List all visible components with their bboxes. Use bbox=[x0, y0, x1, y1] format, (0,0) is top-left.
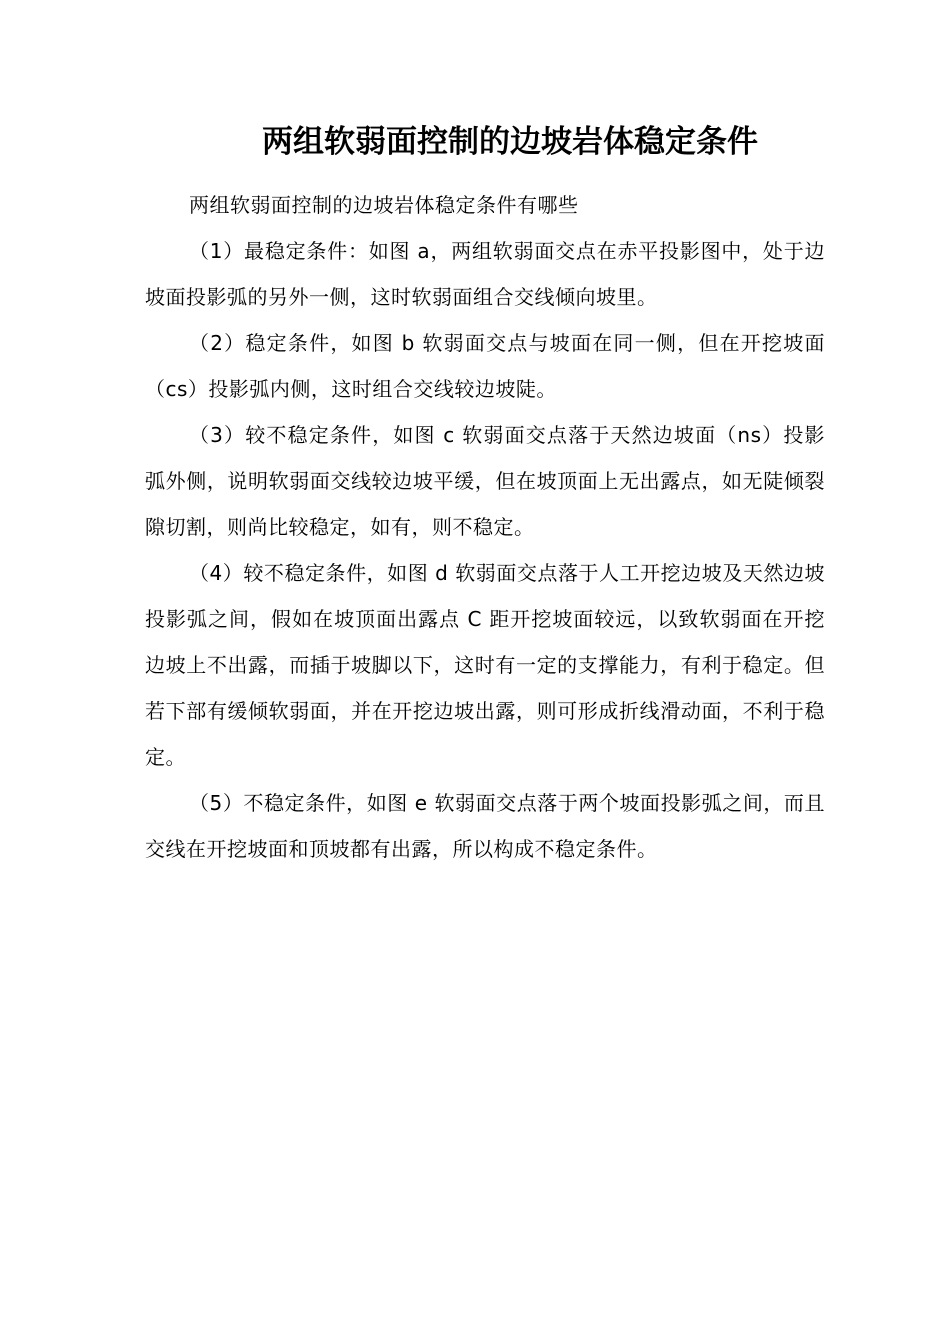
condition-paragraph-1: （1）最稳定条件：如图 a，两组软弱面交点在赤平投影图中，处于边坡面投影弧的另外一侧，这时软弱面组合交线倾向坡里。 bbox=[145, 239, 825, 309]
document-title: 两组软弱面控制的边坡岩体稳定条件 bbox=[262, 124, 758, 160]
document-body bbox=[145, 182, 825, 872]
condition-paragraph-2: （2）稳定条件，如图 b 软弱面交点与坡面在同一侧，但在开挖坡面（cs）投影弧内侧，这时组合交线较边坡陡。 bbox=[145, 331, 825, 401]
condition-paragraph-3: （3）较不稳定条件，如图 c 软弱面交点落于天然边坡面（ns）投影弧外侧，说明软弱面交线较边坡平缓，但在坡顶面上无出露点，如无陡倾裂隙切割，则尚比较稳定，如有，则不稳定。 bbox=[145, 423, 825, 539]
condition-paragraph-4: （4）较不稳定条件，如图 d 软弱面交点落于人工开挖边坡及天然边坡投影弧之间，假如在坡顶面出露点 C 距开挖坡面较远，以致软弱面在开挖边坡上不出露，而插于坡脚以下，这时有一定的支撑能力，有利于稳定。但若下部有缓倾软弱面，并在开挖边坡出露，则可形成折线滑动面，不利于稳定。 bbox=[145, 561, 825, 769]
condition-paragraph-5: （5）不稳定条件，如图 e 软弱面交点落于两个坡面投影弧之间，而且交线在开挖坡面和顶坡都有出露，所以构成不稳定条件。 bbox=[145, 791, 825, 861]
intro-paragraph: 两组软弱面控制的边坡岩体稳定条件有哪些 bbox=[189, 193, 579, 217]
